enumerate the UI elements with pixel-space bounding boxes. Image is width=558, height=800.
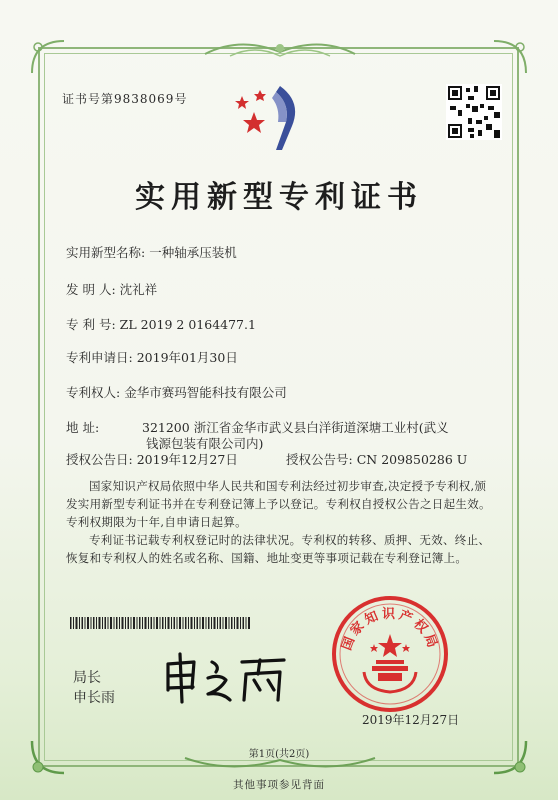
- address-label: 地 址:: [66, 420, 100, 435]
- inventor-label: 发 明 人:: [66, 282, 116, 297]
- grant-number-value: CN 209850286 U: [356, 452, 468, 467]
- inventor-value: 沈礼祥: [119, 282, 158, 297]
- filing-date-value: 2019年01月30日: [136, 350, 238, 365]
- grant-date-value: 2019年12月27日: [136, 452, 238, 467]
- utility-name-label: 实用新型名称:: [66, 245, 146, 260]
- commissioner-name: 申长雨: [73, 690, 115, 706]
- ornament-top-right-icon: [490, 37, 530, 77]
- utility-name-field: [66, 243, 237, 261]
- patent-office-logo-icon: [232, 82, 322, 154]
- address-line-1: 321200 浙江省金华市武义县白洋街道深塘工业村(武义: [142, 420, 449, 435]
- official-seal-icon: [330, 594, 450, 714]
- patent-number-value: ZL 2019 2 0164477.1: [119, 317, 256, 332]
- seal-text: 国家知识产权局: [339, 607, 441, 653]
- utility-name-value: 一种轴承压装机: [149, 245, 237, 260]
- legal-status-paragraph: 专利证书记载专利权登记时的法律状况。专利权的转移、质押、无效、终止、恢复和专利权人的姓名或名称、国籍、地址变更等事项记载在专利登记簿上。: [66, 533, 491, 565]
- grant-date-field: [66, 450, 238, 468]
- grant-statement-paragraph: 国家知识产权局依照中华人民共和国专利法经过初步审查,决定授予专利权,颁发实用新型专利证书并在专利登记簿上予以登记。专利权自授权公告之日起生效。专利权期限为十年,自申请日起算。: [66, 479, 491, 529]
- seal-date: 2019年12月27日: [362, 713, 460, 727]
- address-line-2: 钱源包装有限公司内): [146, 436, 264, 451]
- grant-number-label: 授权公告号:: [286, 452, 353, 467]
- inventor-field: [66, 280, 157, 298]
- patent-number-field: [66, 315, 256, 333]
- ornament-top-flourish-icon: [200, 34, 360, 64]
- patent-number-label: 专 利 号:: [66, 317, 116, 332]
- patentee-field: [66, 383, 287, 401]
- back-side-note: 其他事项参见背面: [233, 779, 325, 791]
- patentee-label: 专利权人:: [66, 385, 121, 400]
- grant-number-field: [286, 450, 467, 468]
- grant-date-label: 授权公告日:: [66, 452, 133, 467]
- filing-date-label: 专利申请日:: [66, 350, 133, 365]
- certificate-number: 证书号第9838069号: [62, 92, 188, 106]
- signature-icon: [160, 650, 290, 706]
- ornament-top-left-icon: [28, 37, 68, 77]
- barcode-icon: [70, 617, 250, 629]
- filing-date-field: [66, 348, 238, 366]
- qr-code-icon: [446, 84, 502, 140]
- commissioner-title: 局长: [73, 670, 101, 686]
- patentee-value: 金华市赛玛智能科技有限公司: [124, 385, 287, 400]
- page-number: 第1页(共2页): [248, 749, 310, 760]
- certificate-title: 实用新型专利证书: [135, 180, 423, 215]
